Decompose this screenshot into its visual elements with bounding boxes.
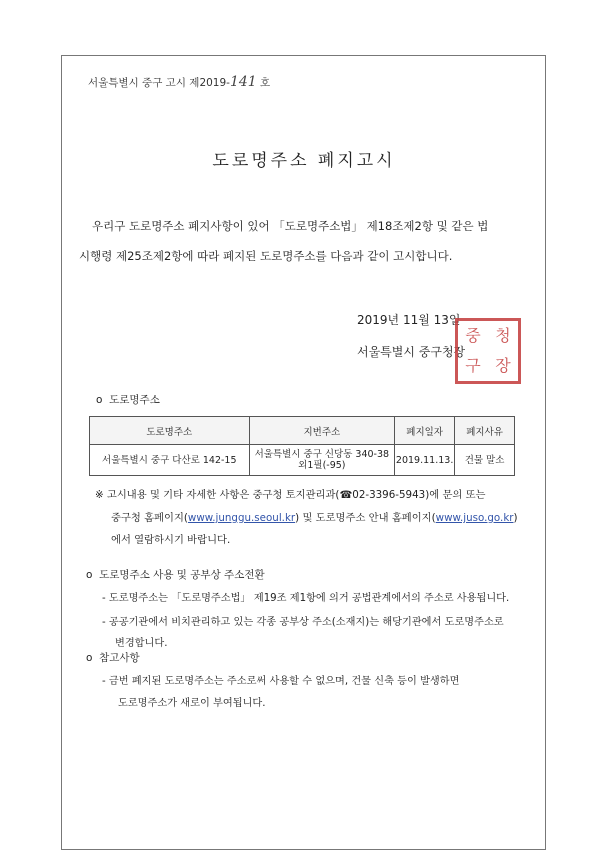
remark-line-2: [111, 509, 518, 524]
section-2-heading: [86, 567, 265, 582]
section-1-title: 도로명주소: [109, 394, 160, 406]
notice-number-suffix: 호: [260, 77, 271, 89]
table-row: [90, 445, 515, 476]
remark-text: 중구청 홈페이지(: [111, 512, 188, 524]
column-header: 폐지사유: [455, 417, 515, 445]
section-3-title: 참고사항: [99, 652, 140, 664]
remark-line-1: ※ 고시내용 및 기타 자세한 사항은 중구청 토지관리과(☎02-3396-5943)에 문의 또는: [95, 489, 486, 501]
notice-number-prefix: 서울특별시 중구 고시 제2019-: [88, 77, 230, 89]
section-2-item-1: - 도로명주소는 「도로명주소법」 제19조 제1항에 의거 공법관계에서의 주소로 사용됩니다.: [102, 593, 510, 604]
jibun-address-cell: [249, 445, 395, 476]
column-header: 지번주소: [249, 417, 395, 445]
remark-text: ) 및 도로명주소 안내 홈페이지(: [295, 512, 436, 524]
abolish-reason-cell: 건물 말소: [455, 445, 515, 476]
address-table: [89, 416, 515, 476]
seal-char: 중: [465, 326, 481, 345]
table-header-row: [90, 417, 515, 445]
circle-bullet-icon: o: [86, 569, 93, 581]
column-header: 도로명주소: [90, 417, 250, 445]
body-line-2: 시행령 제25조제2항에 따라 폐지된 도로명주소를 다음과 같이 고시합니다.: [79, 249, 453, 263]
remark-text: ): [513, 512, 518, 524]
section-2-item-2-line-1: - 공공기관에서 비치관리하고 있는 각종 공부상 주소(소재지)는 해당기관에서 도로명주소로: [102, 617, 504, 628]
section-2-title: 도로명주소 사용 및 공부상 주소전환: [99, 569, 265, 581]
notice-number: [88, 74, 270, 90]
column-header: 폐지일자: [395, 417, 455, 445]
seal-char: 청: [495, 326, 511, 345]
section-2-item-2-line-2: 변경합니다.: [115, 638, 168, 649]
body-line-1: 우리구 도로명주소 폐지사항이 있어 「도로명주소법」 제18조제2항 및 같은 법: [92, 219, 489, 233]
official-seal: [455, 318, 521, 384]
section-1-heading: [96, 392, 160, 407]
document-title: 도로명주소 폐지고시: [212, 151, 396, 171]
issuer: 서울특별시 중구청장: [357, 345, 466, 359]
seal-char: 구: [465, 356, 481, 375]
juso-homepage-link[interactable]: www.juso.go.kr: [435, 512, 514, 524]
remark-line-3: 에서 열람하시기 바랍니다.: [111, 534, 231, 546]
road-address-cell: 서울특별시 중구 다산로 142-15: [90, 445, 250, 476]
junggu-homepage-link[interactable]: www.junggu.seoul.kr: [187, 512, 296, 524]
circle-bullet-icon: o: [86, 652, 93, 664]
section-3-heading: [86, 650, 140, 665]
jibun-line-2: 외1필(-95): [298, 460, 346, 471]
circle-bullet-icon: o: [96, 394, 103, 406]
notice-number-handwritten: 141: [229, 74, 257, 90]
jibun-line-1: 서울특별시 중구 신당동 340-38: [254, 449, 390, 460]
section-3-item-line-2: 도로명주소가 새로이 부여됩니다.: [118, 698, 266, 709]
seal-char: 장: [495, 356, 511, 375]
section-3-item-line-1: - 금번 폐지된 도로명주소는 주소로써 사용할 수 없으며, 건물 신축 등이 발생하면: [102, 676, 460, 687]
issue-date: 2019년 11월 13일: [357, 313, 461, 327]
abolish-date-cell: 2019.11.13.: [395, 445, 455, 476]
